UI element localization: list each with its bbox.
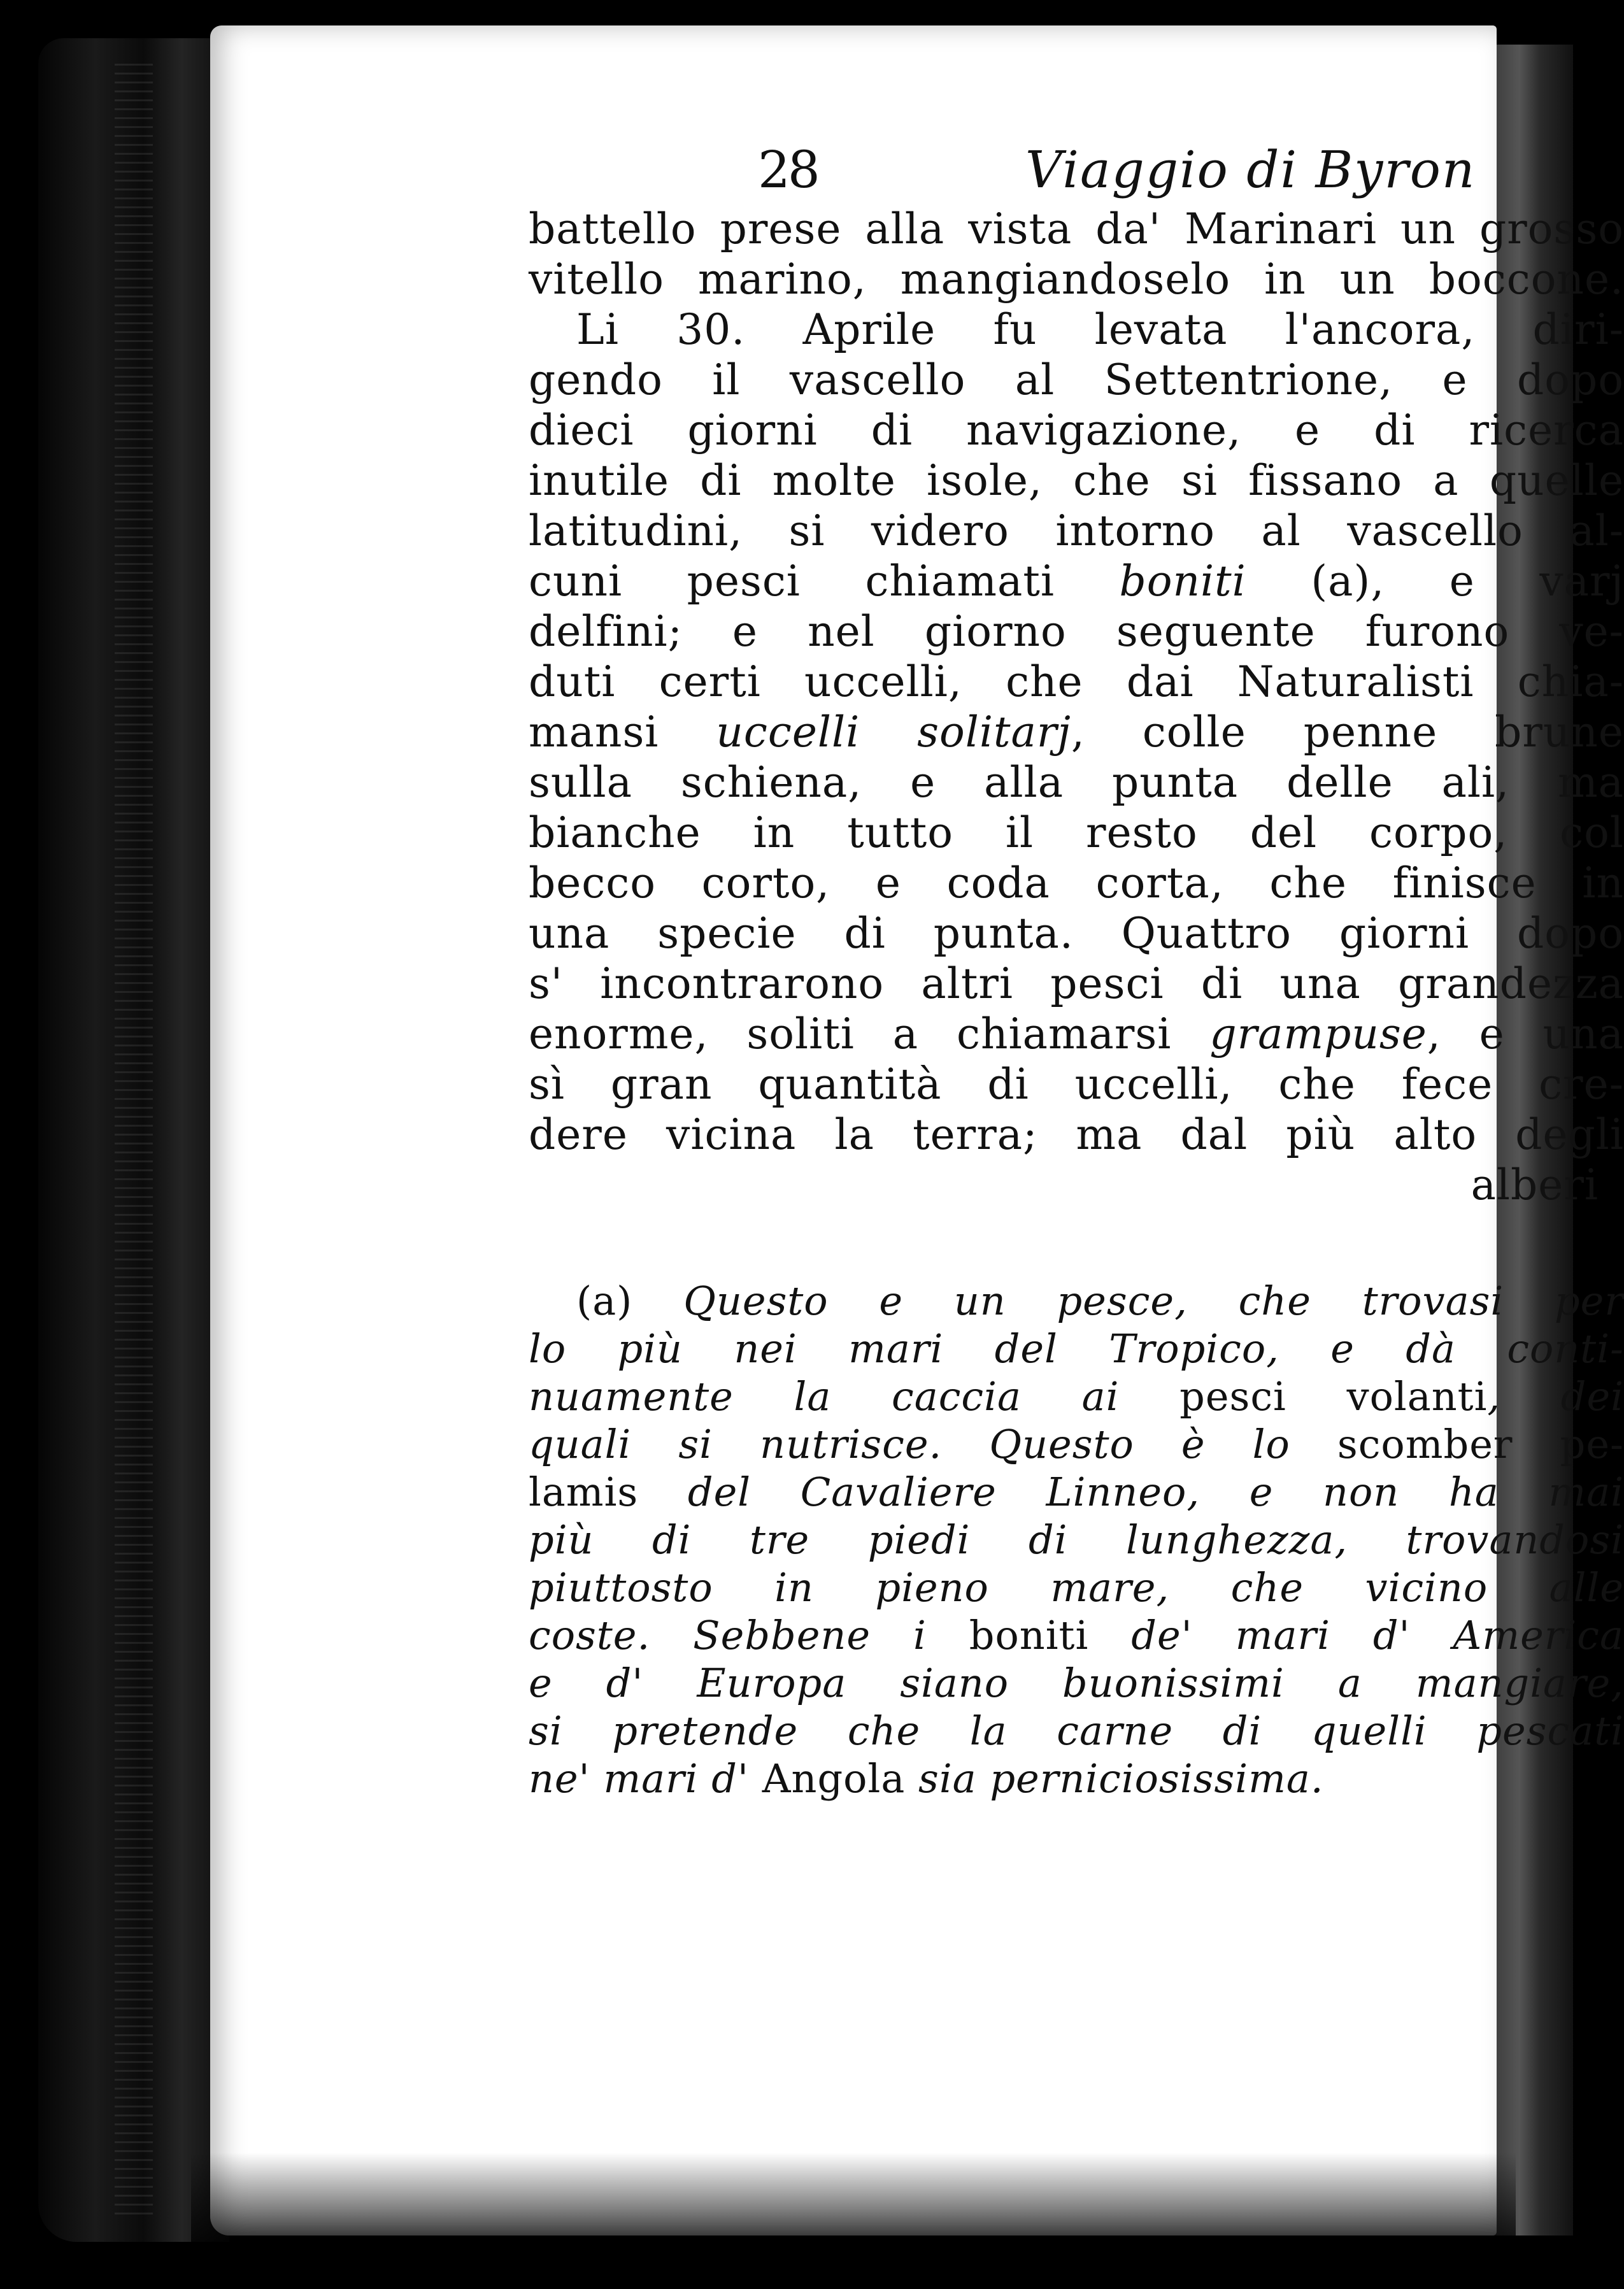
italic-term: grampuse bbox=[1209, 1009, 1427, 1059]
footnote-line bbox=[529, 1420, 1624, 1468]
text-run: Questo e un pesce, che trovasi per bbox=[683, 1278, 1624, 1324]
text-line: s' incontrarono altri pesci di una grandezza bbox=[529, 959, 1624, 1008]
text-run: (a), e varj bbox=[1311, 557, 1624, 606]
text-run: , e una bbox=[1427, 1009, 1624, 1059]
roman-term: boniti bbox=[969, 1612, 1089, 1658]
text-line: bianche in tutto il resto del corpo, col bbox=[529, 808, 1624, 857]
roman-term: pesci volanti bbox=[1179, 1373, 1488, 1420]
text-line bbox=[529, 1009, 1624, 1059]
footnote-line bbox=[529, 1373, 1624, 1420]
text-line bbox=[529, 707, 1624, 757]
text-run: sia perniciosissima. bbox=[918, 1755, 1324, 1802]
footnote-line: e d' Europa siano buonissimi a mangiare, bbox=[529, 1660, 1624, 1706]
footnote bbox=[529, 1277, 1624, 1802]
text-run: mansi bbox=[529, 708, 659, 757]
roman-term: Angola bbox=[762, 1755, 906, 1802]
text-run: ne' mari d' bbox=[529, 1755, 750, 1802]
footnote-line: piuttosto in pieno mare, che vicino alle bbox=[529, 1564, 1624, 1611]
italic-term: boniti bbox=[1119, 557, 1246, 606]
footnote-line bbox=[529, 1277, 1624, 1325]
text-line: dere vicina la terra; ma dal più alto degli bbox=[529, 1110, 1624, 1159]
text-line bbox=[529, 556, 1624, 606]
text-line: battello prese alla vista da' Marinari un grosso bbox=[529, 204, 1624, 253]
footnote-line bbox=[529, 1468, 1624, 1516]
text-line: delfini; e nel giorno seguente furono ve- bbox=[529, 607, 1624, 656]
text-line: becco corto, e coda corta, che finisce in bbox=[529, 859, 1624, 908]
running-title: Viaggio di Byron bbox=[1025, 140, 1476, 199]
text-line: latitudini, si videro intorno al vascello al- bbox=[529, 506, 1624, 555]
text-line: sulla schiena, e alla punta delle ali, ma bbox=[529, 758, 1624, 807]
text-line: Li 30. Aprile fu levata l'ancora, diri- bbox=[576, 305, 1624, 354]
text-run: de' mari d' America bbox=[1131, 1612, 1624, 1658]
text-run: cuni pesci chiamati bbox=[529, 557, 1055, 606]
text-line: una specie di punta. Quattro giorni dopo bbox=[529, 909, 1624, 958]
main-text bbox=[529, 204, 1624, 1210]
page-content bbox=[529, 121, 1624, 1802]
footnote-line: più di tre piedi di lunghezza, trovandosi bbox=[529, 1516, 1624, 1563]
footnote-line: si pretende che la carne di quelli pescati bbox=[529, 1708, 1624, 1754]
page-number: 28 bbox=[758, 140, 818, 199]
text-run: , colle penne brune bbox=[1071, 708, 1624, 757]
footnote-line bbox=[529, 1755, 1624, 1802]
page-bottom-shadow bbox=[191, 2153, 1516, 2255]
text-line: inutile di molte isole, che si fissano a quelle bbox=[529, 456, 1624, 505]
text-line: duti certi uccelli, che dai Naturalisti chia- bbox=[529, 657, 1624, 706]
catchword: alberi bbox=[1471, 1160, 1599, 1209]
text-line: dieci giorni di navigazione, e di ricerca bbox=[529, 406, 1624, 455]
text-run: , dei bbox=[1487, 1373, 1624, 1420]
running-head bbox=[529, 121, 1624, 197]
text-line: sì gran quantità di uccelli, che fece cre- bbox=[529, 1060, 1624, 1109]
text-run: quali si nutrisce. Questo è lo bbox=[529, 1421, 1290, 1467]
text-run: del Cavaliere Linneo, e non ha mai bbox=[687, 1469, 1624, 1515]
roman-term: lamis bbox=[529, 1469, 639, 1515]
text-line: gendo il vascello al Settentrione, e dopo bbox=[529, 355, 1624, 404]
text-run: nuamente la caccia ai bbox=[529, 1373, 1120, 1420]
italic-term: uccelli solitarj bbox=[716, 708, 1071, 757]
text-run: enorme, soliti a chiamarsi bbox=[529, 1009, 1172, 1059]
footnote-marker: (a) bbox=[576, 1278, 633, 1324]
book-page bbox=[210, 25, 1624, 2236]
text-line: vitello marino, mangiandoselo in un boccone. bbox=[529, 255, 1624, 304]
book-spine-edge bbox=[38, 38, 229, 2242]
footnote-line: lo più nei mari del Tropico, e dà conti- bbox=[529, 1325, 1624, 1372]
roman-term: scomber pe- bbox=[1337, 1421, 1624, 1467]
footnote-line bbox=[529, 1611, 1624, 1659]
text-run: coste. Sebbene i bbox=[529, 1612, 927, 1658]
